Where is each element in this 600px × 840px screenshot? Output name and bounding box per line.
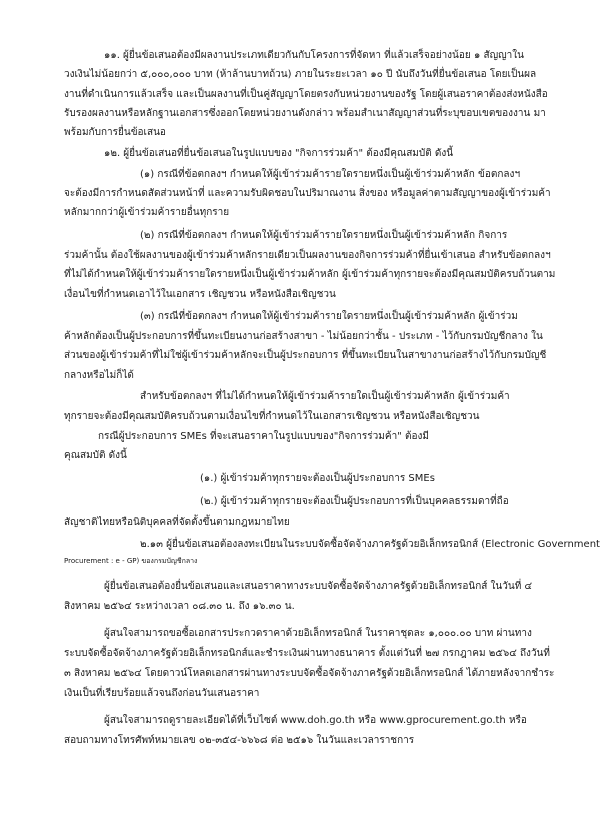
clause-12-1-line-2: จะต้องมีการกำหนดสัดส่วนหน้าที่ และความรับผิดชอบในปริมาณงาน สิ่งของ หรือมูลค่าตามสัญญาของผู้เข้าร่วมค้า xyxy=(64,188,551,199)
contact-line-2: สอบถามทางโทรศัพท์หมายเลข ๐๒-๓๕๔-๖๖๖๘ ต่อ ๒๕๑๖ ในวันและเวลาราชการ xyxy=(64,735,415,746)
clause-11-line-5: พร้อมกับการยื่นข้อเสนอ xyxy=(64,127,166,138)
smes-item-2-line-2: สัญชาติไทยหรือนิติบุคคลที่จัดตั้งขึ้นตามกฎหมายไทย xyxy=(64,517,290,528)
clause-11-line-4: รับรองผลงานหรือหลักฐานเอกสารซึ่งออกโดยหน่วยงานดังกล่าว พร้อมสำเนาสัญญาส่วนที่ระบุขอบเขตของงาน มา xyxy=(64,108,546,119)
purchase-line-4: เงินเป็นที่เรียบร้อยแล้วจนถึงก่อนวันเสนอราคา xyxy=(64,688,260,699)
purchase-line-3: ๓ สิงหาคม ๒๕๖๔ โดยดาวน์โหลดเอกสารผ่านทางระบบจัดซื้อจัดจ้างภาครัฐด้วยอิเล็กทรอนิกส์ ได้ภายหลังจากชำระ xyxy=(64,668,555,679)
clause-11-line-1: ๑๑. ผู้ยื่นข้อเสนอต้องมีผลงานประเภทเดียวกันกับโครงการที่จัดหา ที่แล้วเสร็จอย่างน้อย ๑ สัญญาใน xyxy=(104,50,524,61)
clause-11-line-3: งานที่ดำเนินการแล้วเสร็จ และเป็นผลงานที่เป็นคู่สัญญาโดยตรงกับหน่วยงานของรัฐ โดยผู้เสนอราคาต้องส่งหนังสือ xyxy=(64,89,548,100)
clause-12-2-line-3: ที่ไม่ได้กำหนดให้ผู้เข้าร่วมค้ารายใดรายหนึ่งเป็นผู้เข้าร่วมค้าหลัก ผู้เข้าร่วมค้าทุกรายจะต้องมีคุณสมบัติครบถ้วนตาม xyxy=(64,269,556,280)
smes-heading-line-1: กรณีผู้ประกอบการ SMEs ที่จะเสนอราคาในรูปแบบของ"กิจการร่วมค้า" ต้องมี xyxy=(98,431,429,442)
clause-12-2-line-4: เงื่อนไขที่กำหนดเอาไว้ในเอกสาร เชิญชวน หรือหนังสือเชิญชวน xyxy=(64,289,336,300)
smes-heading-line-2: คุณสมบัติ ดังนี้ xyxy=(64,450,127,461)
clause-2-13-line-1: ๒.๑๓ ผู้ยื่นข้อเสนอต้องลงทะเบียนในระบบจัดซื้อจัดจ้างภาครัฐด้วยอิเล็กทรอนิกส์ (Electronic Government xyxy=(140,539,600,550)
clause-12-1-line-1: (๑) กรณีที่ข้อตกลงฯ กำหนดให้ผู้เข้าร่วมค้ารายใดรายหนึ่งเป็นผู้เข้าร่วมค้าหลัก ข้อตกลงฯ xyxy=(140,169,521,180)
clause-12-2-line-2: ร่วมค้านั้น ต้องใช้ผลงานของผู้เข้าร่วมค้าหลักรายเดียวเป็นผลงานของกิจการร่วมค้าที่ยื่นเข้าเสนอ สำหรับข้อตกลงฯ xyxy=(64,250,551,261)
joint-venture-note-line-2: ทุกรายจะต้องมีคุณสมบัติครบถ้วนตามเงื่อนไขที่กำหนดไว้ในเอกสารเชิญชวน หรือหนังสือเชิญชวน xyxy=(64,411,480,422)
purchase-line-1: ผู้สนใจสามารถขอซื้อเอกสารประกวดราคาด้วยอิเล็กทรอนิกส์ ในราคาชุดละ ๑,๐๐๐.๐๐ บาท ผ่านทาง xyxy=(104,628,532,639)
clause-2-13-line-2: Procurement : e - GP) ของกรมบัญชีกลาง xyxy=(64,557,198,565)
clause-11-line-2: วงเงินไม่น้อยกว่า ๕,๐๐๐,๐๐๐ บาท (ห้าล้านบาทถ้วน) ภายในระยะเวลา ๑๐ ปี นับถึงวันที่ยื่นข้อเสนอ โดยเป็นผล xyxy=(64,69,537,80)
contact-line-1: ผู้สนใจสามารถดูรายละเอียดได้ที่เว็บไซต์ www.doh.go.th หรือ www.gprocurement.go.th หรือ xyxy=(104,715,527,726)
clause-12-3-line-2: ค้าหลักต้องเป็นผู้ประกอบการที่ขึ้นทะเบียนงานก่อสร้างสาขา - ไม่น้อยกว่าชั้น - ประเภท - ไว้กับกรมบัญชีกลาง ใน xyxy=(64,331,543,342)
clause-12-3-line-1: (๓) กรณีที่ข้อตกลงฯ กำหนดให้ผู้เข้าร่วมค้ารายใดรายหนึ่งเป็นผู้เข้าร่วมค้าหลัก ผู้เข้าร่วม xyxy=(140,311,518,322)
purchase-line-2: ระบบจัดซื้อจัดจ้างภาครัฐด้วยอิเล็กทรอนิกส์และชำระเงินผ่านทางธนาคาร ตั้งแต่วันที่ ๒๗ กรกฎาคม ๒๕๖๔ ถึงวันที่ xyxy=(64,648,550,659)
joint-venture-note-line-1: สำหรับข้อตกลงฯ ที่ไม่ได้กำหนดให้ผู้เข้าร่วมค้ารายใดเป็นผู้เข้าร่วมค้าหลัก ผู้เข้าร่วมค้า xyxy=(140,391,510,402)
submission-line-1: ผู้ยื่นข้อเสนอต้องยื่นข้อเสนอและเสนอราคาทางระบบจัดซื้อจัดจ้างภาครัฐด้วยอิเล็กทรอนิกส์ ในวันที่ ๔ xyxy=(104,581,533,592)
clause-12-heading: ๑๒. ผู้ยื่นข้อเสนอที่ยื่นข้อเสนอในรูปแบบของ "กิจการร่วมค้า" ต้องมีคุณสมบัติ ดังนี้ xyxy=(104,148,454,159)
clause-12-2-line-1: (๒) กรณีที่ข้อตกลงฯ กำหนดให้ผู้เข้าร่วมค้ารายใดรายหนึ่งเป็นผู้เข้าร่วมค้าหลัก กิจการ xyxy=(140,230,508,241)
smes-item-1: (๑.) ผู้เข้าร่วมค้าทุกรายจะต้องเป็นผู้ประกอบการ SMEs xyxy=(200,473,435,484)
clause-12-3-line-3: ส่วนของผู้เข้าร่วมค้าที่ไม่ใช่ผู้เข้าร่วมค้าหลักจะเป็นผู้ประกอบการ ที่ขึ้นทะเบียนในสาขางานก่อสร้างไว้กับกรมบัญชี xyxy=(64,350,547,361)
submission-line-2: สิงหาคม ๒๕๖๔ ระหว่างเวลา ๐๘.๓๐ น. ถึง ๑๖.๓๐ น. xyxy=(64,601,295,612)
clause-12-3-line-4: กลางหรือไม่ก็ได้ xyxy=(64,370,134,381)
smes-item-2-line-1: (๒.) ผู้เข้าร่วมค้าทุกรายจะต้องเป็นผู้ประกอบการที่เป็นบุคคลธรรมดาที่ถือ xyxy=(200,496,509,507)
clause-12-1-line-3: หลักมากกว่าผู้เข้าร่วมค้ารายอื่นทุกราย xyxy=(64,207,230,218)
